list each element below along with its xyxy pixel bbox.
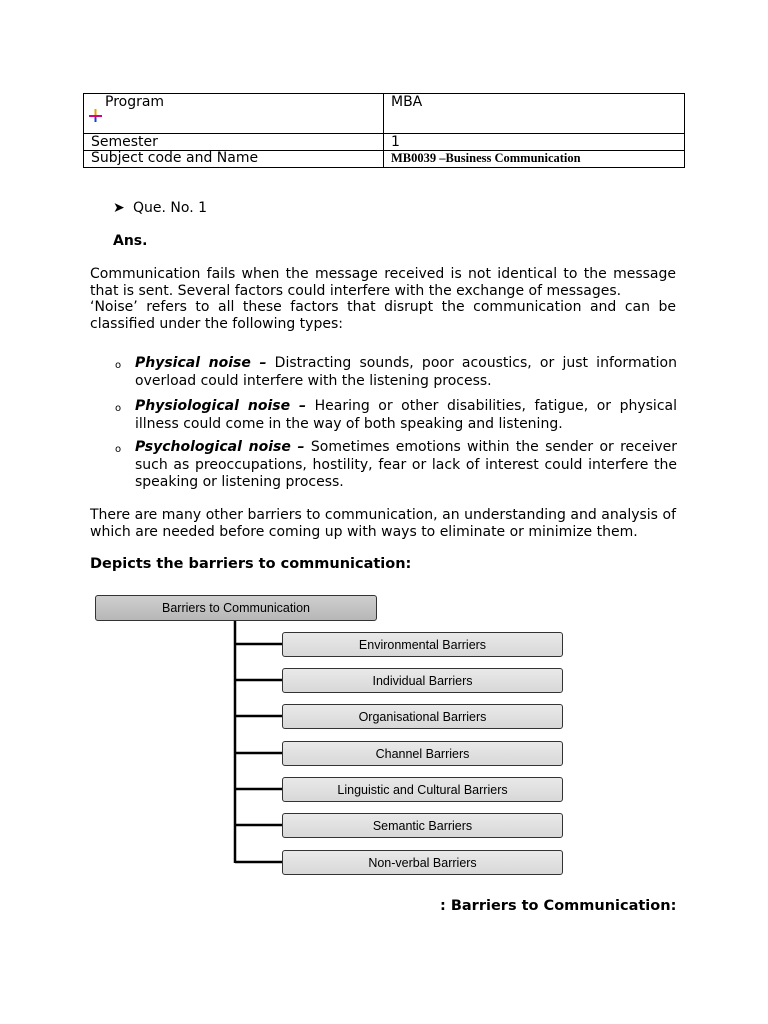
program-value: MBA: [391, 94, 423, 110]
subject-label: Subject code and Name: [91, 150, 259, 166]
noise-description: Distracting sounds, poor acoustics, or just information overload could interfere with the listening process.: [135, 355, 677, 389]
diagram-node-organisational: Organisational Barriers: [282, 704, 563, 729]
arrow-bullet-icon: ➤: [113, 200, 125, 216]
intro-line-1: Communication fails when the message received is not identical to the message that is sent. Several factors could interfere with the exchange of messages.: [90, 266, 676, 299]
semester-label: Semester: [91, 134, 158, 150]
noise-term: Physiological noise –: [135, 398, 307, 414]
answer-label: Ans.: [113, 233, 148, 249]
diagram-root-node: Barriers to Communication: [95, 595, 377, 621]
list-bullet-icon: o: [115, 360, 122, 371]
noise-description: Sometimes emotions within the sender or receiver such as preoccupations, hostility, fear or lack of interest could interfere the speaking or listening process.: [135, 439, 677, 490]
noise-term: Physical noise –: [135, 355, 267, 371]
diagram-node-semantic: Semantic Barriers: [282, 813, 563, 838]
noise-description: Hearing or other disabilities, fatigue, or physical illness could come in the way of both speaking and listening.: [135, 398, 677, 432]
diagram-node-linguistic-cultural: Linguistic and Cultural Barriers: [282, 777, 563, 802]
subject-value: MB0039 –Business Communication: [391, 151, 581, 165]
diagram-node-channel: Channel Barriers: [282, 741, 563, 766]
figure-caption: : Barriers to Communication:: [440, 898, 677, 914]
program-label: Program: [105, 94, 165, 110]
question-label: Que. No. 1: [133, 200, 208, 216]
noise-term: Psychological noise –: [135, 439, 305, 455]
diagram-node-individual: Individual Barriers: [282, 668, 563, 693]
diagram-node-environmental: Environmental Barriers: [282, 632, 563, 657]
list-bullet-icon: o: [115, 403, 122, 414]
intro-line-2: ‘Noise’ refers to all these factors that disrupt the communication and can be classified under the following types:: [90, 299, 676, 332]
list-bullet-icon: o: [115, 444, 122, 455]
diagram-heading: Depicts the barriers to communication:: [90, 556, 412, 572]
barriers-paragraph: There are many other barriers to communication, an understanding and analysis of which are needed before coming up with ways to eliminate or minimize them.: [90, 507, 676, 540]
diagram-node-nonverbal: Non-verbal Barriers: [282, 850, 563, 875]
semester-value: 1: [391, 134, 400, 150]
